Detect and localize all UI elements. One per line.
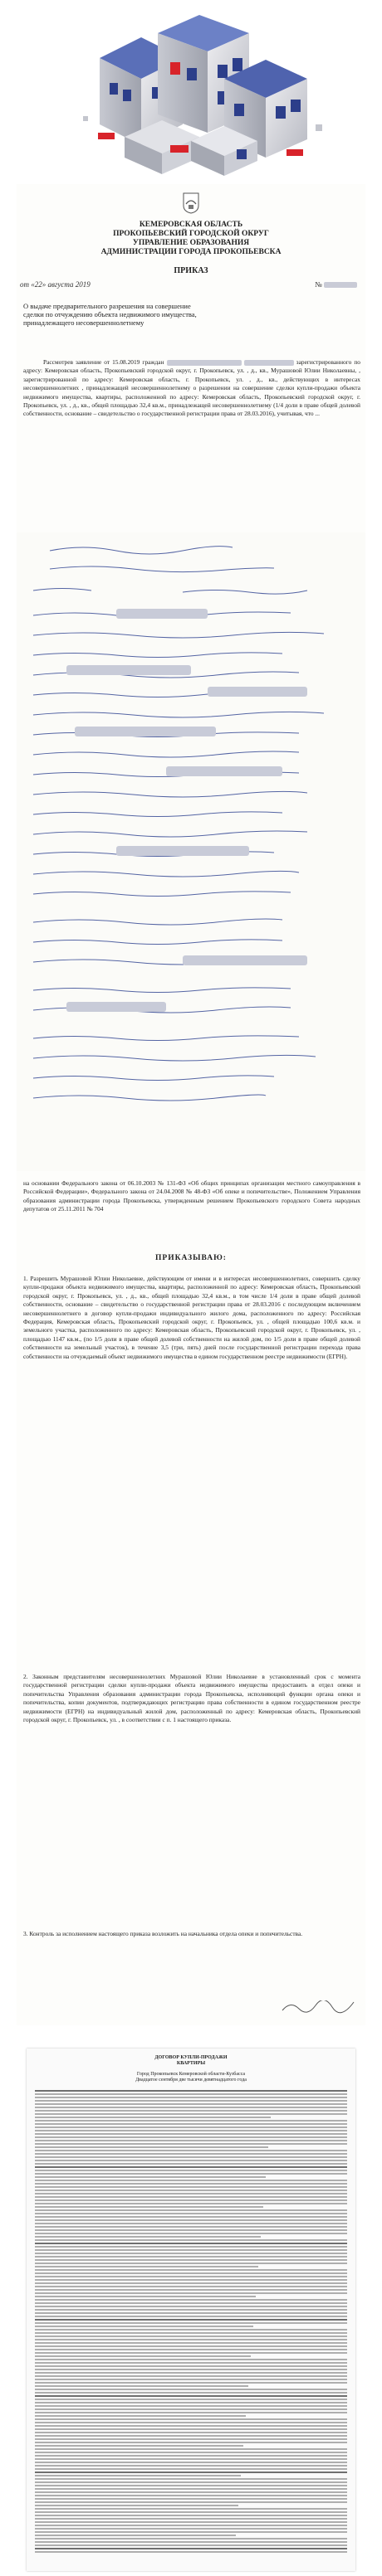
contract-text-line [35, 2515, 347, 2516]
order-subject: О выдаче предварительного разрешения на совершение сделки по отчуждению объекта недвижимого имущества, принадлежащего несовершеннолетнему [23, 302, 197, 327]
contract-text-line [35, 2302, 347, 2304]
contract-text-line [35, 2146, 268, 2148]
contract-text-line [35, 2156, 347, 2158]
contract-text-line [35, 2213, 347, 2214]
contract-text-line [35, 2269, 347, 2271]
contract-text-line [35, 2239, 347, 2241]
contract-text-line [35, 2544, 347, 2546]
contract-text-line [35, 2415, 246, 2417]
contract-text-line [35, 2528, 347, 2530]
contract-text-line [35, 2418, 347, 2420]
contract-text-line [35, 2362, 347, 2364]
contract-text-line [35, 2349, 347, 2350]
contract-text-line [35, 2276, 347, 2277]
contract-text-line [35, 2405, 347, 2407]
contract-text-line [35, 2319, 347, 2321]
contract-text-line [35, 2110, 347, 2112]
contract-text-line [35, 2551, 347, 2553]
contract-text-line [35, 2282, 347, 2284]
contract-text-line [35, 2511, 347, 2513]
signature-icon [281, 2000, 355, 2014]
contract-text-line [35, 2425, 347, 2427]
contract-text-line [35, 2253, 347, 2254]
contract-text-line [35, 2339, 347, 2340]
order-number [315, 280, 357, 289]
contract-text-line [35, 2428, 347, 2430]
contract-text-line [35, 2306, 347, 2307]
contract-text-line [35, 2392, 347, 2394]
contract-text-line [35, 2296, 256, 2297]
contract-text-line [35, 2329, 347, 2331]
contract-text-line [35, 2491, 347, 2493]
contract-text-line [35, 2352, 347, 2354]
order-document [17, 184, 365, 2025]
contract-text-line [35, 2263, 347, 2264]
contract-text-line [35, 2531, 347, 2533]
contract-text-line [35, 2249, 347, 2251]
contract-text-line [35, 2316, 347, 2317]
contract-text-line [35, 2173, 347, 2175]
contract-text-line [35, 2203, 347, 2204]
contract-text-line [35, 2236, 261, 2238]
contract-text-line [35, 2243, 347, 2244]
contract-text-line [35, 2199, 347, 2201]
order-number-prefix: № [315, 280, 322, 289]
contract-text-line [35, 2495, 347, 2496]
contract-text-line [35, 2117, 271, 2118]
contract-text-line [35, 2379, 347, 2380]
contract-text-line [35, 2369, 347, 2370]
contract-text-line [35, 2399, 347, 2400]
contract-text-line [35, 2256, 347, 2258]
contract-text-line [35, 2097, 347, 2098]
contract-text-line [35, 2422, 347, 2423]
contract-subtitle: КВАРТИРЫ [176, 2061, 206, 2066]
contract-text-line [35, 2286, 347, 2287]
header-administration: АДМИНИСТРАЦИИ ГОРОДА ПРОКОПЬЕВСКА [100, 248, 282, 256]
contract-city: Город Прокопьевск Кемеровской области-Кузбасса [136, 2072, 246, 2077]
order-preamble [23, 358, 360, 524]
redacted-number [324, 282, 357, 288]
contract-text-line [35, 2289, 347, 2291]
contract-text-line [35, 2193, 347, 2194]
order-item-1: 1. Разрешить Мурашовой Юлии Николаевне, действующим от имени и в интересах несовершеннолетних, совершить сделку купли-продажи объекта недвижимого имущества, квартиры, расположенной по адресу: Кемеровская область, Прокопьевский городской округ, г. Прокопьевск, ул. , д., кв., общей площадью 32,4 кв.м., в том числе 1/4 доли в праве общей долевой собственности, основание – свидетельство о государственной регистрации права от 28.03.2016 с последующим включением несовершеннолетнего в договор купли-продажи индивидуального жилого дома, расположенного по адресу: Российская Федерация, Кемеровская область, Прокопьевский городской округ, г. Прокопьевск, ул. , общей площадью 100,6 кв.м. и земельного участка, расположенного по адресу: Кемеровская область, Прокопьевский городской округ, г. Прокопьевск, ул. , площадью 1147 кв.м., (по 1/5 доли в праве общей долевой собственности на жилой дом, по 1/5 доли в праве общей долевой собственности на земельный участок), в течение 3,5 (три, пять) дней после государственной регистрации перехода права собственности на отчуждаемый объект недвижимого имущества в едином государственном реестре недвижимости (ЕГРН). [23, 1275, 360, 1360]
contract-text-line [35, 2312, 347, 2314]
city-crest-icon [183, 192, 199, 214]
contract-text-line [35, 2090, 347, 2092]
preamble-intro: Рассмотрев заявление от 15.08.2019 граждан [43, 358, 164, 366]
contract-text-line [35, 2140, 347, 2141]
sale-contract-document [27, 2049, 355, 2571]
contract-text-line [35, 2103, 347, 2105]
contract-text-line [35, 2518, 347, 2520]
contract-text-line [35, 2465, 347, 2467]
contract-text-line [35, 2279, 347, 2281]
contract-text-line [35, 2322, 347, 2324]
header-region: КЕМЕРОВСКАЯ ОБЛАСТЬ [139, 221, 243, 229]
contract-text-line [35, 2408, 347, 2410]
contract-text-line [35, 2548, 347, 2549]
contract-text-line [35, 2402, 347, 2403]
contract-text-line [35, 2163, 347, 2165]
contract-text-line [35, 2272, 347, 2274]
contract-text-line [35, 2183, 347, 2185]
contract-text-line [35, 2508, 347, 2510]
contract-title: ДОГОВОР КУПЛИ-ПРОДАЖИ [154, 2055, 228, 2060]
contract-text-line [35, 2150, 347, 2151]
contract-text-line [35, 2365, 347, 2367]
contract-text-line [35, 2196, 347, 2198]
contract-text-line [35, 2223, 347, 2224]
contract-text-line [35, 2209, 347, 2211]
contract-text-line [35, 2120, 347, 2122]
contract-text-line [35, 2190, 347, 2191]
contract-text-line [35, 2259, 347, 2261]
contract-text-line [35, 2498, 347, 2500]
contract-text-line [35, 2538, 347, 2540]
contract-text-line [35, 2229, 347, 2231]
contract-text-line [35, 2335, 347, 2337]
contract-text-line [35, 2472, 347, 2473]
contract-text-line [35, 2113, 347, 2115]
handwriting-scan [17, 532, 365, 1171]
contract-text-line [35, 2226, 347, 2228]
contract-text-line [35, 2216, 347, 2218]
contract-text-line [35, 2462, 347, 2463]
contract-text-line [35, 2432, 347, 2433]
contract-text-line [35, 2246, 347, 2248]
contract-text-line [35, 2501, 347, 2503]
contract-text-line [35, 2455, 347, 2457]
contract-text-line [35, 2541, 347, 2543]
contract-text-line [35, 2160, 347, 2161]
contract-text-line [35, 2126, 347, 2128]
order-item-2: 2. Законным представителям несовершеннолетних Мурашовой Юлии Николаевне в установленный срок с момента государственной регистрации сделки купли-продажи объекта недвижимого имущества предоставить в отдел опеки и попечительства Управления образования администрации города Прокопьевска, исполняющий функции органа опеки и попечительства, копии документов, подтверждающих регистрацию права собственности в едином государственном реестре недвижимости (ЕГРН) на индивидуальный жилой дом, расположенный по адресу: Кемеровская область, Прокопьевский городской округ, г. Прокопьевск, ул. , в соответствии с п. 1 настоящего приказа. [23, 1673, 360, 1724]
contract-text-line [35, 2332, 347, 2334]
handwritten-deposit-agreement [17, 532, 365, 1171]
contract-text-line [35, 2481, 347, 2483]
contract-text-line [35, 2382, 347, 2384]
contract-text-line [35, 2123, 347, 2125]
contract-text-line [35, 2355, 251, 2357]
contract-text-line [35, 2375, 347, 2377]
redacted-name [167, 360, 242, 366]
contract-text-line [35, 2292, 347, 2294]
contract-text-line [35, 2093, 347, 2095]
contract-text-line [35, 2186, 347, 2188]
header-district: ПРОКОПЬЕВСКИЙ ГОРОДСКОЙ ОКРУГ [113, 230, 269, 238]
contract-text-line [35, 2505, 238, 2506]
contract-text-line [35, 2458, 347, 2460]
contract-text-line [35, 2468, 347, 2470]
toy-houses-image [0, 0, 382, 182]
contract-text-line [35, 2299, 347, 2301]
order-item-3: 3. Контроль за исполнением настоящего приказа возложить на начальника отдела опеки и попечительства. [23, 1930, 303, 1937]
contract-text-line [35, 2359, 347, 2360]
contract-text-line [35, 2143, 347, 2145]
contract-date: Двадцатое сентября две тысячи девятнадцатого года [135, 2078, 247, 2083]
contract-text-line [35, 2372, 347, 2374]
contract-text-line [35, 2266, 258, 2267]
preamble-body: зарегистрированного по адресу: Кемеровская область, Прокопьевский городской округ, г. Прокопьевск, ул. , д., кв., Мурашовой Юлии Николаевны, , зарегистрированной по адресу: Кемеровская область, г. Прокопьевск, ул. , д., кв., действующих в интересах несовершеннолетних , принадлежащей несовершеннолетнему о разрешении на совершение сделки купли-продажи объекта недвижимого имущества, квартиры, расположенной по адресу: Кемеровская область, Прокопьевский городской округ, г. Прокопьевск, ул. , д., кв., общей площадью 32,4 кв.м., принадлежащей несовершеннолетнему (1/4 доли в праве общей долевой собственности, основание – свидетельство о государственной регистрации права от 28.03.2016), учитывая, что ... [23, 358, 360, 418]
contract-text-line [35, 2206, 263, 2208]
contract-text-line [35, 2153, 347, 2155]
contract-text-line [35, 2170, 347, 2171]
contract-text-line [35, 2475, 241, 2476]
contract-text-line [35, 2535, 236, 2536]
contract-text-line [35, 2176, 266, 2178]
order-title: ПРИКАЗ [174, 266, 208, 275]
contract-text-line [35, 2452, 347, 2453]
hero-illustration [0, 0, 382, 182]
contract-text-line [35, 2219, 347, 2221]
contract-text-line [35, 2525, 347, 2526]
contract-text-line [35, 2442, 347, 2443]
contract-text-line [35, 2166, 347, 2168]
contract-text-line [35, 2385, 248, 2387]
contract-text-line [35, 2435, 347, 2437]
contract-text-line [35, 2448, 347, 2450]
contract-text-line [35, 2133, 347, 2135]
contract-text-line [35, 2345, 347, 2347]
contract-text-line [35, 2438, 347, 2440]
contract-text-line [35, 2389, 347, 2390]
contract-text-line [35, 2309, 347, 2311]
contract-text-line [35, 2342, 347, 2344]
contract-text-line [35, 2445, 243, 2447]
order-date: от «22» августа 2019 [20, 280, 91, 289]
contract-text-line [35, 2326, 253, 2327]
contract-text-line [35, 2488, 347, 2490]
contract-text-line [35, 2233, 347, 2234]
order-legal-basis: на основании Федерального закона от 06.10.2003 № 131-ФЗ «Об общих принципах организации местного самоуправления в Российской Федерации», Федерального закона от 24.04.2008 № 48-ФЗ «Об опеке и попечительстве», Положением Управления образования администрации города Прокопьевска, утвержденным решением Прокопьевского городского Совета народных депутатов от 25.11.2011 № 704 [23, 1179, 360, 1213]
header-department: УПРАВЛЕНИЕ ОБРАЗОВАНИЯ [132, 239, 250, 247]
contract-text-line [35, 2478, 347, 2480]
contract-text-line [35, 2100, 347, 2102]
contract-text-line [35, 2130, 347, 2131]
contract-text-line [35, 2395, 347, 2397]
contract-text-line [35, 2107, 347, 2108]
redacted-birthdate [244, 360, 294, 366]
contract-text-line [35, 2136, 347, 2138]
contract-text-line [35, 2180, 347, 2181]
contract-text-line [35, 2485, 347, 2486]
contract-text-line [35, 2521, 347, 2523]
contract-text-line [35, 2412, 347, 2413]
ordered-heading: ПРИКАЗЫВАЮ: [155, 1254, 227, 1262]
